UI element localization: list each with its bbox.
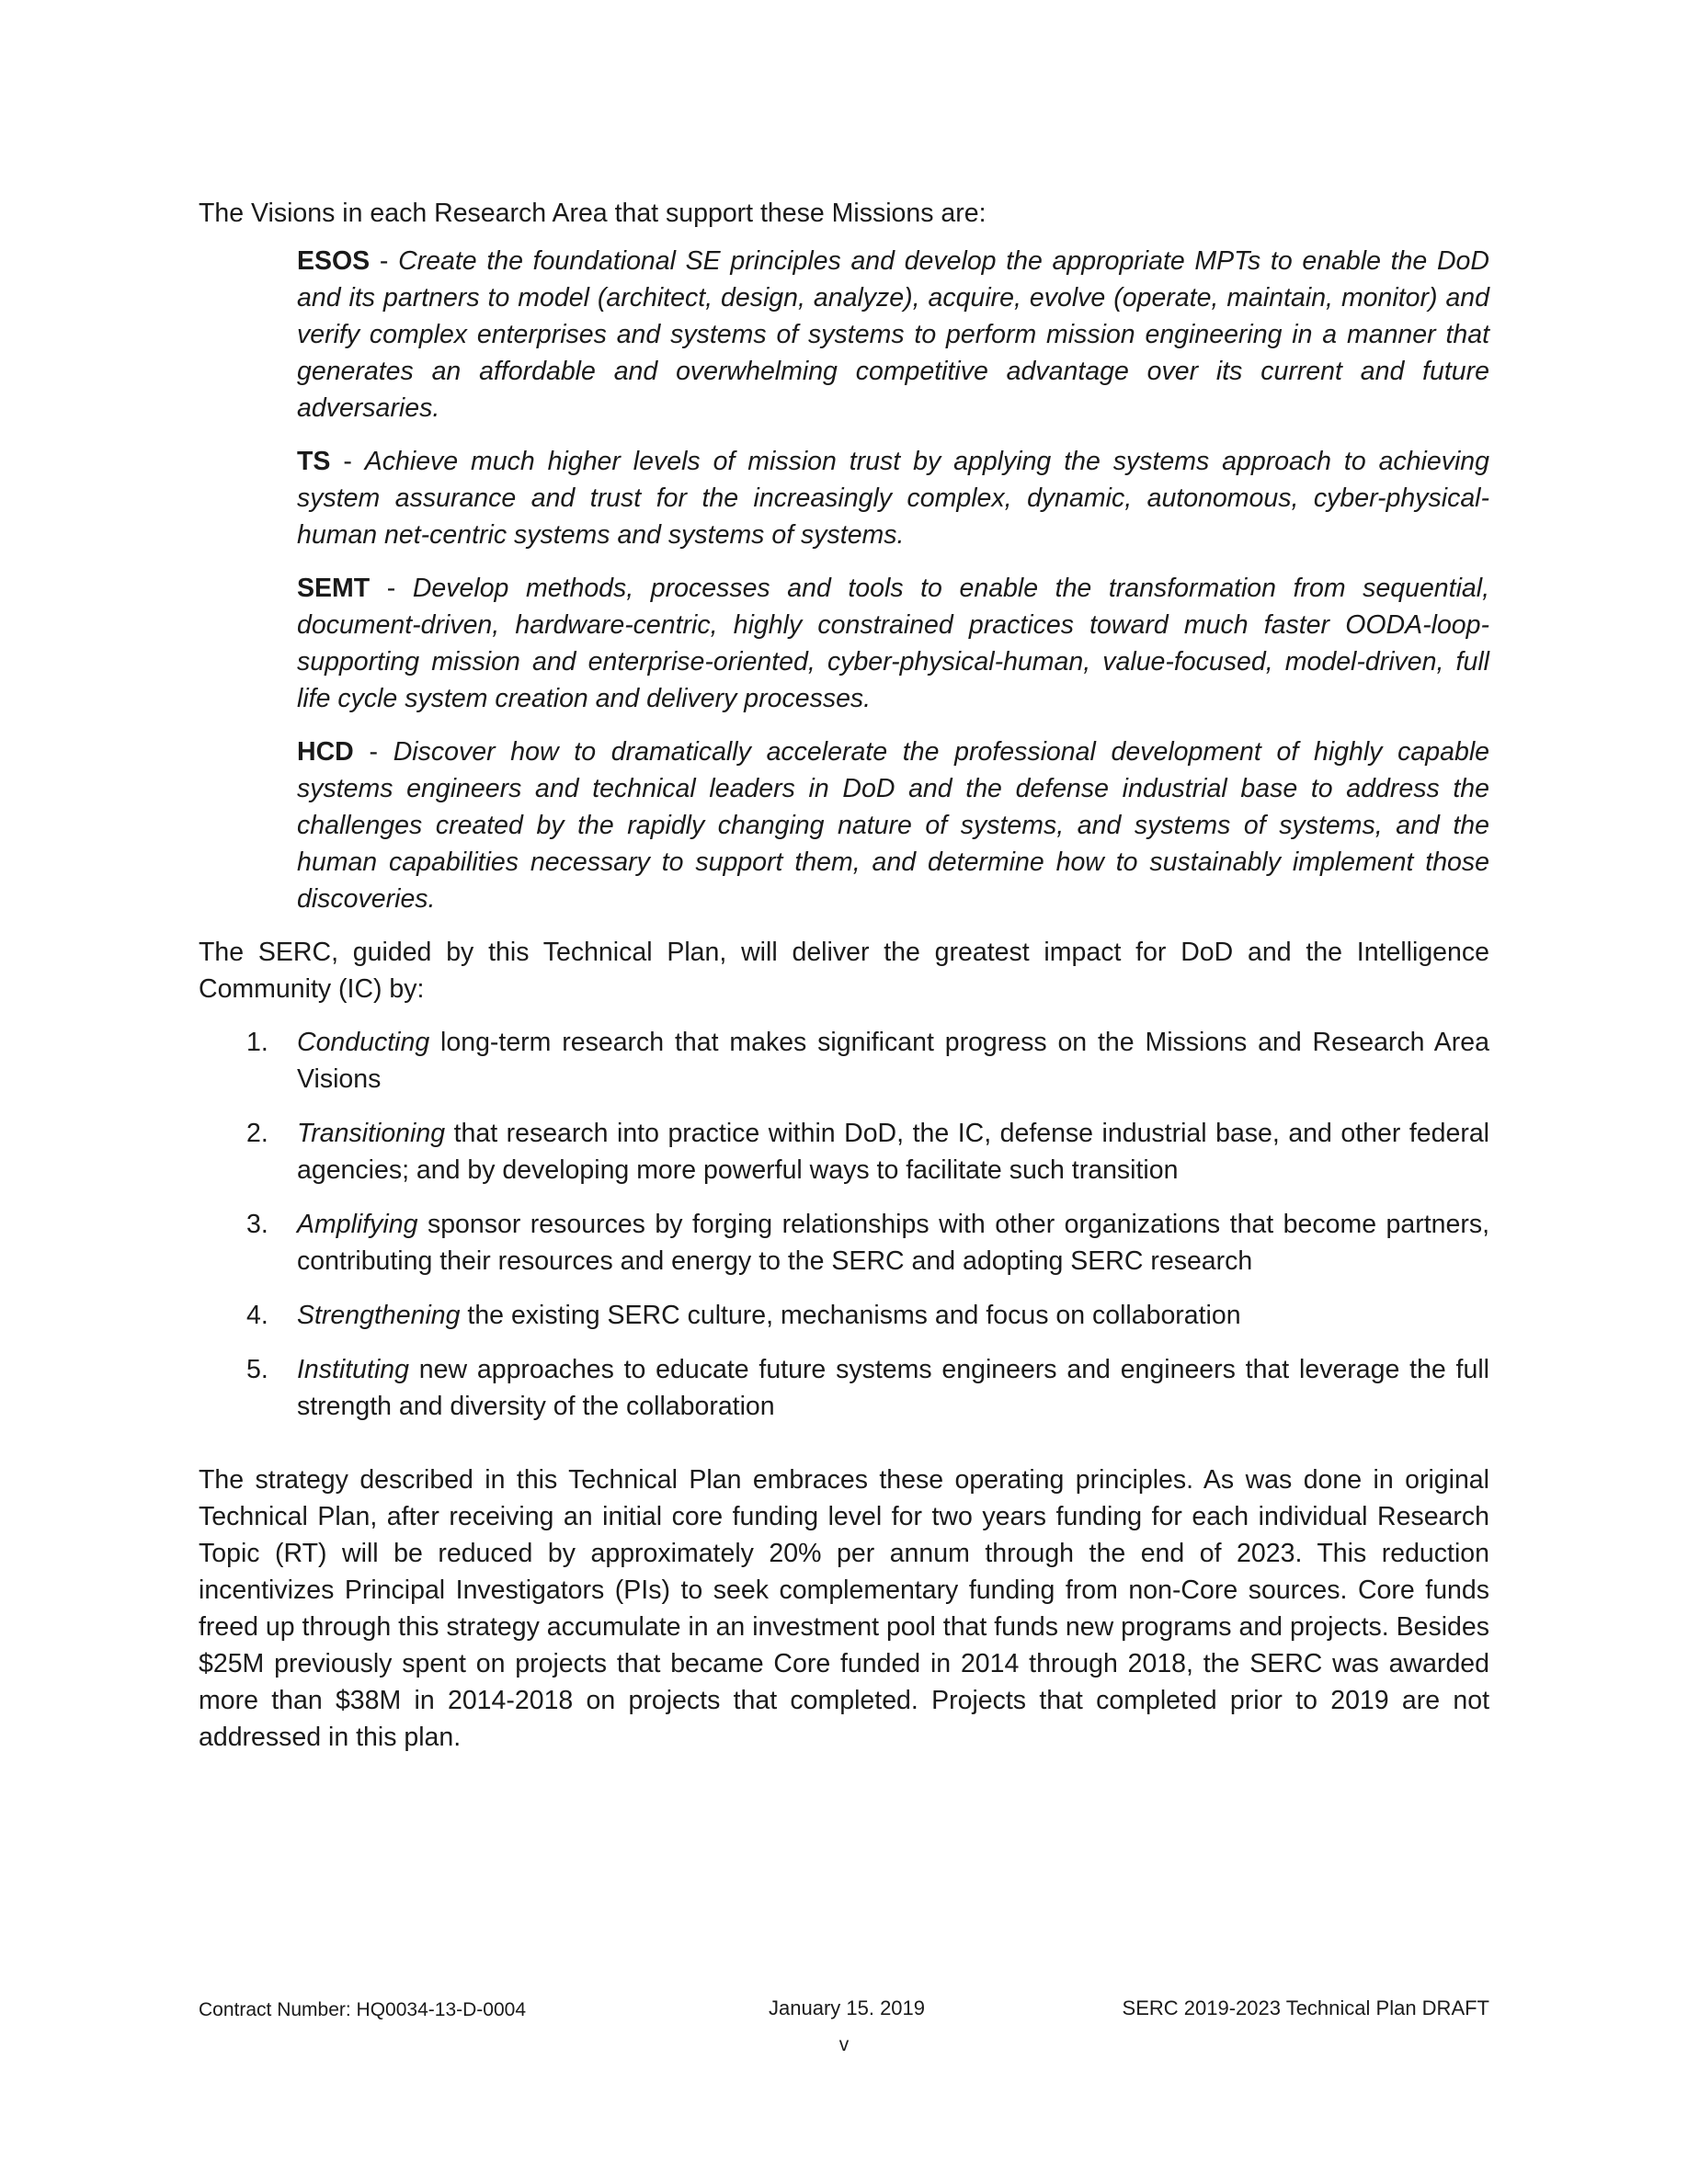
- vision-text: Create the foundational SE principles and develop the appropriate MPTs to enable the DoD and its partners to model (architect, design, analyze), acquire, evolve (operate, maintain, monitor) and verify complex enterprises and systems of systems to perform mission engineering in a manner that generates an affordable and overwhelming competitive advantage over its current and future adversaries.: [297, 246, 1489, 423]
- visions-list: [199, 243, 1489, 917]
- footer-document-title: SERC 2019-2023 Technical Plan DRAFT: [1122, 1996, 1489, 2019]
- page-footer: [199, 1995, 1489, 2031]
- goal-text: that research into practice within DoD, the IC, defense industrial base, and other federal agencies; and by developing more powerful ways to facilitate such transition: [297, 1119, 1489, 1185]
- list-item: [199, 1115, 1489, 1189]
- vision-hcd: [297, 734, 1489, 917]
- goal-emphasis: Instituting: [297, 1355, 409, 1384]
- goal-text: sponsor resources by forging relationships with other organizations that become partners, contributing their resources and energy to the SERC and adopting SERC research: [297, 1210, 1489, 1276]
- goals-list: [199, 1024, 1489, 1425]
- document-body: [199, 195, 1489, 1772]
- vision-code: HCD: [297, 737, 354, 767]
- vision-code: SEMT: [297, 574, 371, 603]
- vision-code: TS: [297, 447, 331, 476]
- vision-text: Develop methods, processes and tools to enable the transformation from sequential, document-driven, hardware-centric, highly constrained practices toward much faster OODA-loop-supporting mission and enterprise-oriented, cyber-physical-human, value-focused, model-driven, full life cycle system creation and delivery processes.: [297, 574, 1490, 713]
- goal-emphasis: Conducting: [297, 1028, 430, 1057]
- strategy-paragraph: The strategy described in this Technical Plan embraces these operating principles. As was done in original Technical Plan, after receiving an initial core funding level for two years funding for each individual Research Topic (RT) will be reduced by approximately 20% per annum through the end of 2023. This reduction incentivizes Principal Investigators (PIs) to seek complementary funding from non-Core sources. Core funds freed up through this strategy accumulate in an investment pool that funds new programs and projects. Besides $25M previously spent on projects that became Core funded in 2014 through 2018, the SERC was awarded more than $38M in 2014-2018 on projects that completed. Projects that completed prior to 2019 are not addressed in this plan.: [199, 1465, 1489, 1752]
- goal-text: long-term research that makes significant progress on the Missions and Research Area Visions: [297, 1028, 1489, 1094]
- vision-code: ESOS: [297, 246, 371, 276]
- vision-semt: [297, 570, 1489, 717]
- vision-separator: -: [370, 246, 399, 276]
- list-item: [199, 1206, 1489, 1280]
- vision-text: Discover how to dramatically accelerate the professional development of highly capable systems engineers and technical leaders in DoD and the defense industrial base to address the challenges created by the rapidly changing nature of systems, and systems of systems, and the human capabilities necessary to support them, and determine how to sustainably implement those discoveries.: [297, 737, 1489, 914]
- vision-separator: -: [330, 447, 365, 476]
- vision-separator: -: [353, 737, 393, 767]
- list-number: 3.: [246, 1210, 268, 1239]
- goal-emphasis: Amplifying: [297, 1210, 418, 1239]
- list-item: [199, 1024, 1489, 1098]
- vision-ts: [297, 443, 1489, 553]
- footer-contract-number: Contract Number: HQ0034-13-D-0004: [199, 1999, 526, 2020]
- visions-intro: The Visions in each Research Area that support these Missions are:: [199, 199, 987, 228]
- list-item: [199, 1351, 1489, 1425]
- vision-esos: [297, 243, 1489, 427]
- list-number: 1.: [246, 1028, 268, 1057]
- goal-emphasis: Transitioning: [297, 1119, 446, 1148]
- list-item: [199, 1297, 1489, 1334]
- vision-separator: -: [370, 574, 413, 603]
- list-number: 5.: [246, 1355, 268, 1384]
- serc-statement: The SERC, guided by this Technical Plan, will deliver the greatest impact for DoD and the Intelligence Community (IC) by:: [199, 938, 1489, 1004]
- footer-date: January 15. 2019: [769, 1996, 926, 2019]
- goal-emphasis: Strengthening: [297, 1301, 461, 1330]
- goal-text: the existing SERC culture, mechanisms and focus on collaboration: [460, 1301, 1241, 1330]
- goal-text: new approaches to educate future systems engineers and engineers that leverage the full strength and diversity of the collaboration: [297, 1355, 1489, 1421]
- page-number: v: [838, 2034, 850, 2055]
- list-number: 2.: [246, 1119, 268, 1148]
- vision-text: Achieve much higher levels of mission trust by applying the systems approach to achieving system assurance and trust for the increasingly complex, dynamic, autonomous, cyber-physical-human net-centric systems and systems of systems.: [297, 447, 1489, 550]
- list-number: 4.: [246, 1301, 268, 1330]
